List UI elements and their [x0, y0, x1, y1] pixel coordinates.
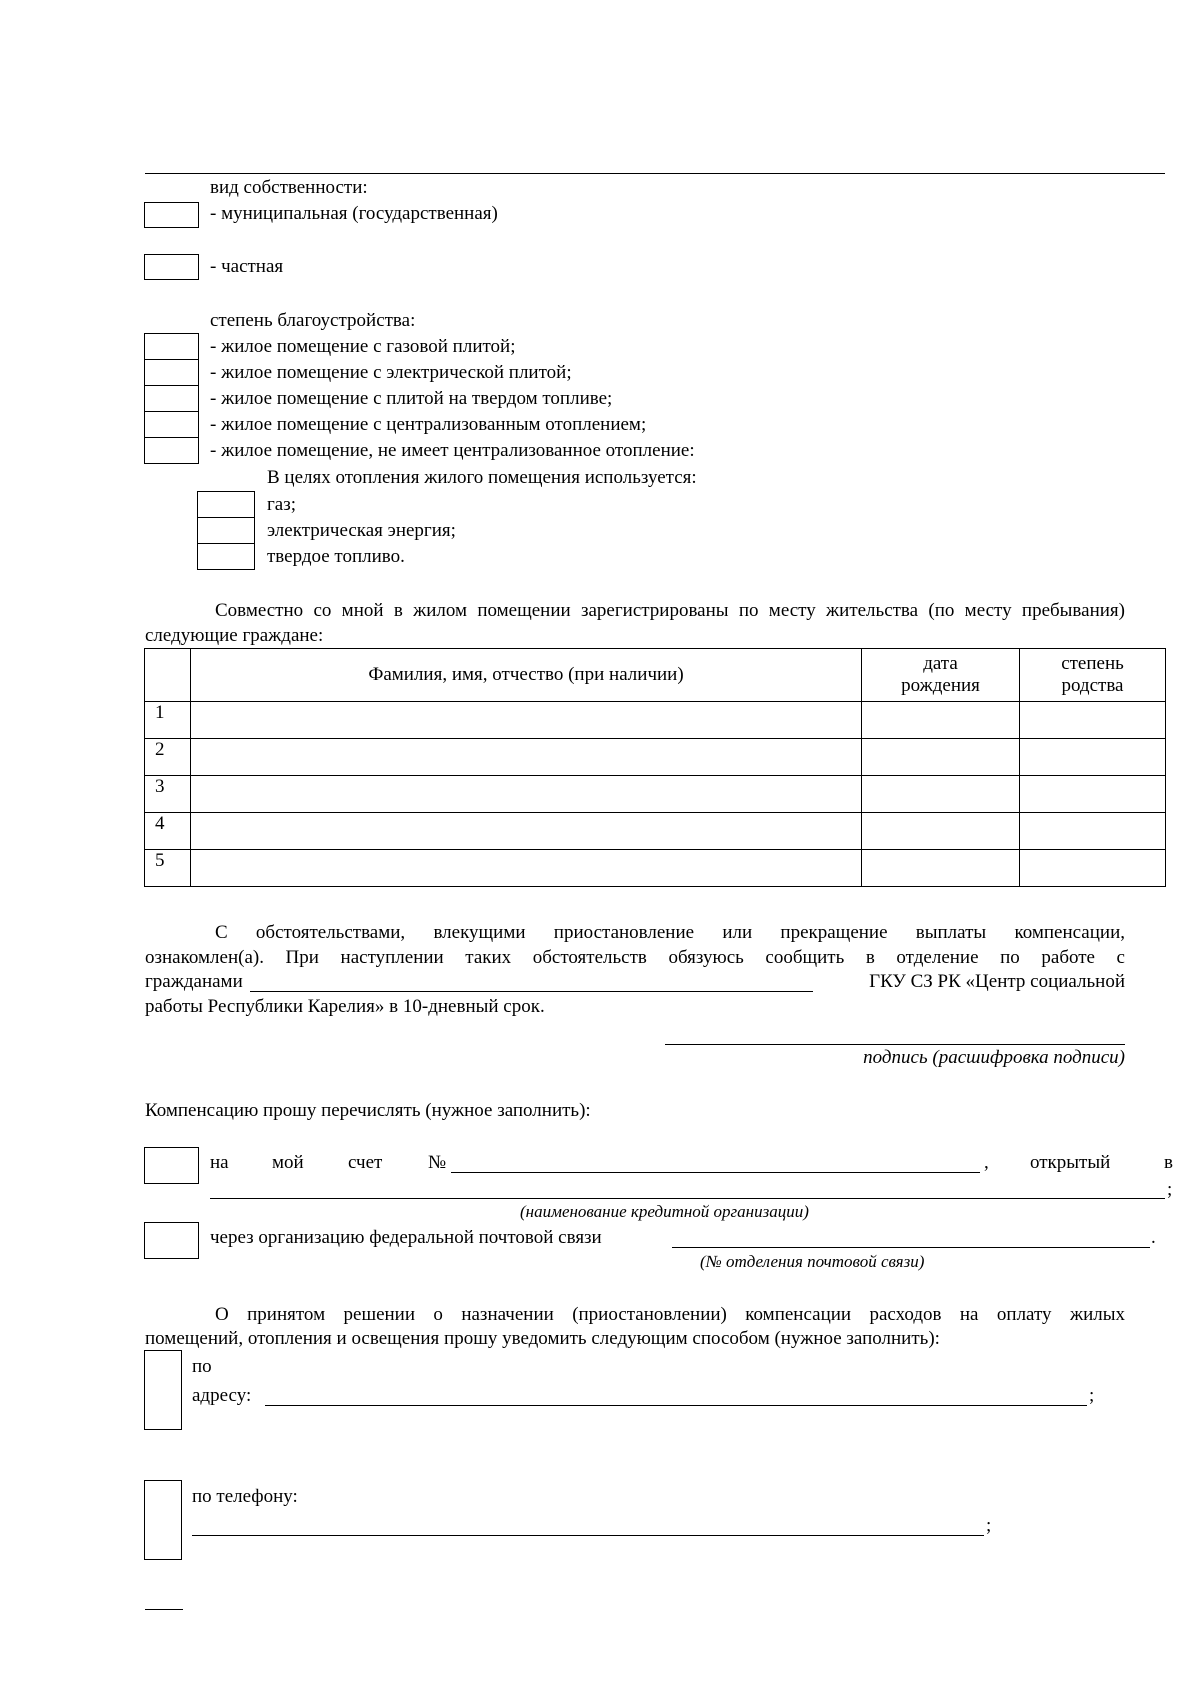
row-birth-cell[interactable] [862, 776, 1020, 813]
header-birth: дата рождения [862, 649, 1020, 702]
amenities-option-solid-fuel-stove: - жилое помещение с плитой на твердом топливе; [210, 388, 613, 409]
bank-caption: (наименование кредитной организации) [520, 1202, 809, 1221]
checkbox-post[interactable] [144, 1222, 199, 1259]
row-birth-cell[interactable] [862, 739, 1020, 776]
ownership-option-municipal: - муниципальная (государственная) [210, 203, 498, 224]
top-rule [145, 173, 1165, 174]
row-relation-cell[interactable] [1020, 739, 1166, 776]
circumstances-line-1: С обстоятельствами, влекущими приостановление или прекращение выплаты компенсации, [215, 922, 1125, 943]
bank-name-line[interactable] [210, 1198, 1165, 1199]
amenities-heading: степень благоустройства: [210, 310, 416, 331]
header-relation: степень родства [1020, 649, 1166, 702]
checkbox-by-phone[interactable] [144, 1480, 182, 1560]
checkbox-private[interactable] [144, 254, 199, 280]
residents-intro: Совместно со мной в жилом помещении зарегистрированы по месту жительства (по месту пребывания) следующие граждане: [145, 600, 1125, 646]
department-fill-line[interactable] [250, 991, 813, 992]
phone-label: по телефону: [192, 1486, 298, 1507]
row-name-cell[interactable] [191, 739, 862, 776]
row-birth-cell[interactable] [862, 813, 1020, 850]
account-word-my: мой [272, 1152, 304, 1173]
row-relation-cell[interactable] [1020, 813, 1166, 850]
checkbox-heating-solid-fuel[interactable] [197, 543, 255, 570]
checkbox-electric-stove[interactable] [144, 359, 199, 386]
account-word-number: № [428, 1152, 447, 1173]
footnote-rule [145, 1609, 183, 1610]
row-birth-cell[interactable] [862, 702, 1020, 739]
circumstances-line-3-prefix: гражданами [145, 971, 243, 992]
ownership-heading: вид собственности: [210, 177, 368, 198]
account-word-account: счет [348, 1152, 383, 1173]
checkbox-municipal[interactable] [144, 202, 199, 228]
table-row [145, 702, 1166, 739]
heating-option-gas: газ; [267, 494, 297, 515]
account-opened: открытый [1030, 1152, 1111, 1173]
row-relation-cell[interactable] [1020, 702, 1166, 739]
phone-line[interactable] [192, 1535, 984, 1536]
row-name-cell[interactable] [191, 702, 862, 739]
table-row [145, 776, 1166, 813]
post-caption: (№ отделения почтовой связи) [700, 1252, 925, 1271]
address-word-1: по [192, 1356, 212, 1377]
row-name-cell[interactable] [191, 813, 862, 850]
signature-caption: подпись (расшифровка подписи) [863, 1047, 1125, 1068]
row-relation-cell[interactable] [1020, 850, 1166, 887]
circumstances-line-4: работы Республики Карелия» в 10-дневный срок. [145, 996, 545, 1017]
checkbox-solid-fuel-stove[interactable] [144, 385, 199, 412]
circumstances-line-2: ознакомлен(а). При наступлении таких обстоятельств обязуюсь сообщить в отделение по работе с [145, 947, 1125, 968]
checkbox-account[interactable] [144, 1147, 199, 1184]
amenities-option-no-central-heating: - жилое помещение, не имеет централизованное отопление: [210, 440, 695, 461]
checkbox-gas-stove[interactable] [144, 333, 199, 360]
row-name-cell[interactable] [191, 850, 862, 887]
address-word-2: адресу: [192, 1385, 252, 1406]
table-row [145, 850, 1166, 887]
amenities-option-electric-stove: - жилое помещение с электрической плитой; [210, 362, 572, 383]
checkbox-heating-electric[interactable] [197, 517, 255, 544]
payment-heading: Компенсацию прошу перечислять (нужное заполнить): [145, 1100, 591, 1121]
ownership-option-private: - частная [210, 256, 284, 277]
row-number: 2 [145, 739, 191, 776]
header-name: Фамилия, имя, отчество (при наличии) [191, 649, 862, 702]
circumstances-line-3-suffix: ГКУ СЗ РК «Центр социальной [869, 971, 1125, 992]
post-label: через организацию федеральной почтовой связи [210, 1227, 602, 1248]
address-line[interactable] [265, 1405, 1087, 1406]
post-office-line[interactable] [672, 1247, 1150, 1248]
checkbox-by-address[interactable] [144, 1350, 182, 1430]
account-in: в [1164, 1152, 1173, 1173]
row-name-cell[interactable] [191, 776, 862, 813]
header-number [145, 649, 191, 702]
address-line-end: ; [1089, 1385, 1095, 1406]
account-comma: , [984, 1152, 989, 1173]
notification-line-1: О принятом решении о назначении (приостановлении) компенсации расходов на оплату жилых [215, 1304, 1125, 1325]
heating-heading: В целях отопления жилого помещения используется: [267, 467, 697, 488]
amenities-option-central-heating: - жилое помещение с централизованным отоплением; [210, 414, 647, 435]
account-word-on: на [210, 1152, 229, 1173]
post-line-end: . [1151, 1227, 1156, 1248]
checkbox-heating-gas[interactable] [197, 491, 255, 518]
checkbox-no-central-heating[interactable] [144, 437, 199, 464]
heating-option-solid-fuel: твердое топливо. [267, 546, 405, 567]
row-number: 5 [145, 850, 191, 887]
row-relation-cell[interactable] [1020, 776, 1166, 813]
row-number: 4 [145, 813, 191, 850]
signature-line[interactable] [665, 1044, 1125, 1045]
amenities-option-gas-stove: - жилое помещение с газовой плитой; [210, 336, 516, 357]
table-row [145, 813, 1166, 850]
row-number: 3 [145, 776, 191, 813]
row-number: 1 [145, 702, 191, 739]
checkbox-central-heating[interactable] [144, 411, 199, 438]
bank-line-end: ; [1167, 1179, 1173, 1200]
account-number-line[interactable] [451, 1172, 980, 1173]
table-row [145, 739, 1166, 776]
row-birth-cell[interactable] [862, 850, 1020, 887]
phone-line-end: ; [986, 1515, 992, 1536]
heating-option-electric: электрическая энергия; [267, 520, 456, 541]
notification-line-2: помещений, отопления и освещения прошу уведомить следующим способом (нужное заполнить): [145, 1328, 940, 1349]
residents-table-header [145, 649, 1166, 702]
residents-table [144, 648, 1166, 887]
